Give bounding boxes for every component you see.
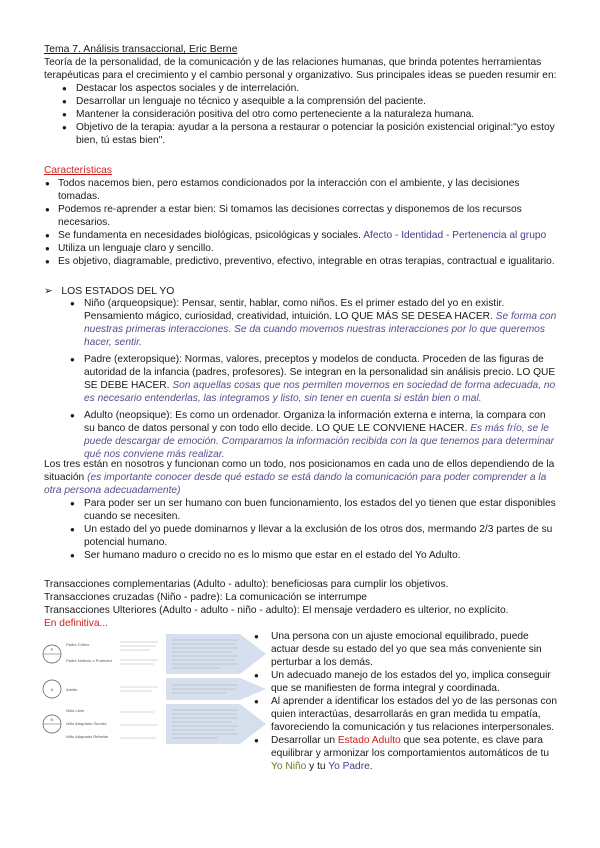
list-item: ● Una persona con un ajuste emocional equilibrado, puede actuar desde su estado del yo que sea más conveniente sin perturbar a los demás.: [253, 630, 559, 669]
list-item: ● Al aprender a identificar los estados del yo de las personas con quien interactúas, desarrollarás en gran medida tu empatía, favoreciendo la comunicación y tus relaciones interpersonales.: [253, 695, 559, 734]
list-item: ● Un estado del yo puede dominarnos y llevar a la exclusión de los otros dos, mermando 2/3 partes de su potencial humano.: [44, 523, 558, 549]
list-item: ● Para poder ser un ser humano con buen funcionamiento, los estados del yo tienen que estar disponibles cuando se necesiten.: [44, 497, 558, 523]
circle-nino: [43, 715, 61, 733]
list-item-text: Se fundamenta en necesidades biológicas, psicológicas y sociales.: [58, 230, 361, 241]
caracteristicas-list: [44, 177, 558, 268]
transaccion-complementaria: Transacciones complementarias (Adulto - adulto): beneficiosas para cumplir los objetivos.: [44, 579, 449, 590]
estado-padre: [44, 353, 558, 405]
summary-paragraph: [44, 458, 558, 497]
estado-text: Padre (exteropsique): Normas, valores, preceptos y modelos de conducta. Proceden de las figuras de autoridad de la infancia (padres, profesores). Se integran en la personalidad sin análisis precio. LO QUE SE DEBE HACER.: [84, 354, 556, 391]
estados-summary: [44, 458, 558, 562]
estado-adulto-highlight: Estado Adulto: [337, 735, 401, 746]
estados-section: [44, 297, 558, 461]
list-item: ● Utiliza un lenguaje claro y sencillo.: [44, 242, 558, 255]
list-item-text: y tu: [309, 761, 326, 772]
list-item: ● Destacar los aspectos sociales y de interrelación.: [44, 82, 558, 95]
diagram-label: Niño Adaptado Rebelde: [66, 734, 109, 739]
estado-text: Niño (arqueopsique): Pensar, sentir, hablar, como niños. Es el primer estado del yo en existir. Pensamiento mágico, curiosidad, creatividad, intuición. LO QUE MÁS SE DESEA HACER.: [84, 298, 505, 322]
estado-note: Se forma con nuestras primeras interacciones. Se da cuando movemos nuestras interacciones por lo que queremos hacer, sentir.: [84, 311, 557, 348]
list-item-text: que sea potente, es clave para equilibrar y armonizar los comportamientos automáticos de tu: [271, 735, 550, 759]
intro-section: [44, 56, 558, 147]
conclusion-section: [253, 630, 559, 773]
diagram-label: Padre Crítico: [66, 642, 90, 647]
diagram-label: Padre Nutricio o Protector: [66, 658, 113, 663]
circle-label: A: [50, 687, 54, 692]
summary-bullet-list: [44, 497, 558, 562]
estado-adulto: [44, 409, 558, 461]
diagram-label: Niño Libre: [66, 708, 85, 713]
diagram-label: Niño Adaptado Sumiso: [66, 721, 107, 726]
yo-nino-highlight: Yo Niño: [271, 761, 307, 772]
transacciones-section: [44, 578, 558, 630]
estados-diagram: [40, 632, 268, 745]
intro-paragraph: Teoría de la personalidad, de la comunicación y de las relaciones humanas, que brinda potentes herramientas terapéuticas para el crecimiento y el cambio personal y organizativo. Sus principales ideas se pueden resumir en:: [44, 57, 557, 81]
en-definitiva-heading: En definitiva...: [44, 618, 108, 629]
yo-padre-highlight: Yo Padre: [328, 761, 370, 772]
list-item: ● Un adecuado manejo de los estados del yo, implica conseguir que se manifiesten de forma integral y coordinada.: [253, 669, 559, 695]
estados-heading-text: LOS ESTADOS DEL YO: [61, 286, 175, 297]
list-item: ● Todos nacemos bien, pero estamos condicionados por la interacción con el ambiente, y las decisiones tomadas.: [44, 177, 558, 203]
circle-adulto: [43, 680, 61, 698]
list-item: ● Desarrollar un lenguaje no técnico y asequible a la comprensión del paciente.: [44, 95, 558, 108]
list-item: ● Objetivo de la terapia: ayudar a la persona a restaurar o potenciar la posición existencial original:"yo estoy bien, tú estas bien".: [44, 121, 558, 147]
summary-text: Los tres están en nosotros y funcionan como un todo, nos posicionamos en cada uno de ellos dependiendo de la situación: [44, 459, 555, 483]
diagram-label: Adulto: [66, 687, 78, 692]
conclusion-list: [253, 630, 559, 773]
highlight-text: Afecto - Identidad - Pertenencia al grupo: [363, 230, 547, 241]
estados-list: [44, 297, 558, 461]
list-item: [44, 229, 558, 242]
list-item: ● Mantener la consideración positiva del otro como perteneciente a la naturaleza humana.: [44, 108, 558, 121]
estado-note: Es más frío, se le puede descargar de emoción. Comparamos la información recibida con la que tenemos para determinar qué nos conviene más realizar.: [84, 423, 555, 460]
diagram-image: [40, 632, 268, 745]
arrow-icon: ➢: [44, 286, 53, 297]
estado-nino: [44, 297, 558, 349]
intro-bullet-list: [44, 82, 558, 147]
page-title: Tema 7. Análisis transaccional, Eric Berne: [44, 44, 238, 55]
list-item: [253, 734, 559, 773]
list-item: ● Podemos re-aprender a estar bien: Si tomamos las decisiones correctas y disponemos de los recursos necesarios.: [44, 203, 558, 229]
estado-text: Adulto (neopsique): Es como un ordenador. Organiza la información externa e interna, la compara con su banco de datos personal y con todo ello decide. LO QUE LE CONVIENE HACER.: [84, 410, 546, 434]
list-item-text: Desarrollar un: [271, 735, 335, 746]
transaccion-ulterior: Transacciones Ulteriores (Adulto - adulto - niño - adulto): El mensaje verdadero es ulterior, no explícito.: [44, 605, 509, 616]
caracteristicas-section: [44, 164, 558, 268]
circle-label: P: [50, 647, 54, 652]
circle-label: N: [50, 717, 54, 722]
summary-note: (es importante conocer desde qué estado se está dando la comunicación para poder comprender a la otra persona adecuadamente): [44, 472, 547, 496]
estado-note: Son aquellas cosas que nos permiten movernos en sociedad de forma adecuada, no es necesario entenderlas, las integramos y listo, sin tener en cuenta si están bien o mal.: [84, 380, 556, 404]
list-item: ● Es objetivo, diagramable, predictivo, preventivo, efectivo, integrable en otras terapias, contractual e igualitario.: [44, 255, 558, 268]
list-item-end: .: [369, 761, 373, 772]
circle-padre: [43, 645, 61, 663]
transaccion-cruzada: Transacciones cruzadas (Niño - padre): La comunicación se interrumpe: [44, 592, 367, 603]
list-item: ● Ser humano maduro o crecido no es lo mismo que estar en el estado del Yo Adulto.: [44, 549, 558, 562]
caracteristicas-heading: Características: [44, 165, 112, 176]
